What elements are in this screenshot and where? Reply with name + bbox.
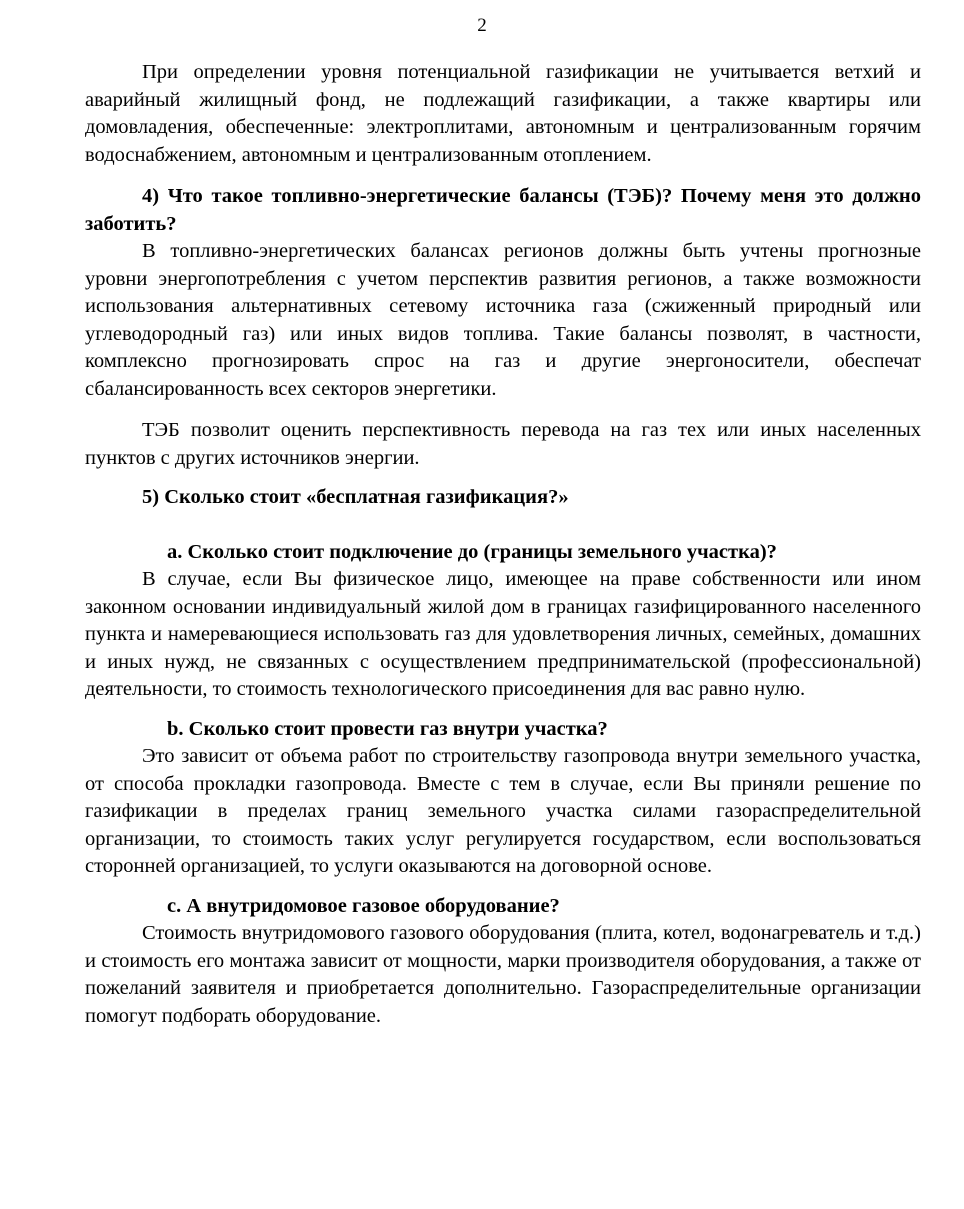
heading-question-4: 4) Что такое топливно-энергетические балансы (ТЭБ)? Почему меня это должно заботить? — [85, 185, 921, 235]
paragraph-connection-cost: В случае, если Вы физическое лицо, имеющее на праве собственности или ином законном основании индивидуальный жилой дом в границах газифицированного населенного пункта и намеревающиеся использовать газ для удовлетворения личных, семейных, домашних и иных нужд, не связанных с осуществлением предпринимательской (профессиональной) деятельности, то стоимость технологического присоединения для вас равно нулю. — [85, 568, 921, 700]
paragraph-fuel-energy-balances: В топливно-энергетических балансах регионов должны быть учтены прогнозные уровни энергопотребления с учетом перспектив развития регионов, а также возможности использования альтернативных сетевому источника газа (сжиженный природный или углеводородный газ) или иных видов топлива. Такие балансы позволят, в частности, комплексно прогнозировать спрос на газ и другие энергоносители, обеспечат сбалансированность всех секторов энергетики. — [85, 240, 921, 400]
page-number: 2 — [477, 15, 487, 36]
subheading-c: c. А внутридомовое газовое оборудование? — [167, 894, 560, 917]
paragraph-teb-evaluation: ТЭБ позволит оценить перспективность перевода на газ тех или иных населенных пунктов с других источников энергии. — [85, 419, 921, 469]
document-body — [85, 59, 921, 1030]
paragraph-equipment-cost: Стоимость внутридомового газового оборудования (плита, котел, водонагреватель и т.д.) и стоимость его монтажа зависит от мощности, марки производителя оборудования, а также от пожеланий заявителя и приобретается дополнительно. Газораспределительные организации помогут подборать оборудование. — [85, 922, 921, 1027]
paragraph-inside-plot-cost: Это зависит от объема работ по строительству газопровода внутри земельного участка, от способа прокладки газопровода. Вместе с тем в случае, если Вы приняли решение по газификации в пределах границ земельного участка силами газораспределительной организации, то стоимость таких услуг регулируется государством, если воспользоваться сторонней организацией, то услуги оказываются на договорной основе. — [85, 745, 921, 877]
subheading-b: b. Сколько стоит провести газ внутри участка? — [167, 717, 608, 740]
paragraph-potential-gasification: При определении уровня потенциальной газификации не учитывается ветхий и аварийный жилищный фонд, не подлежащий газификации, а также квартиры или домовладения, обеспеченные: электроплитами, автономным и централизованным горячим водоснабжением, автономным и централизованным отоплением. — [85, 61, 921, 166]
subheading-a: a. Сколько стоит подключение до (границы земельного участка)? — [167, 540, 777, 563]
heading-question-5: 5) Сколько стоит «бесплатная газификация?» — [142, 486, 569, 508]
